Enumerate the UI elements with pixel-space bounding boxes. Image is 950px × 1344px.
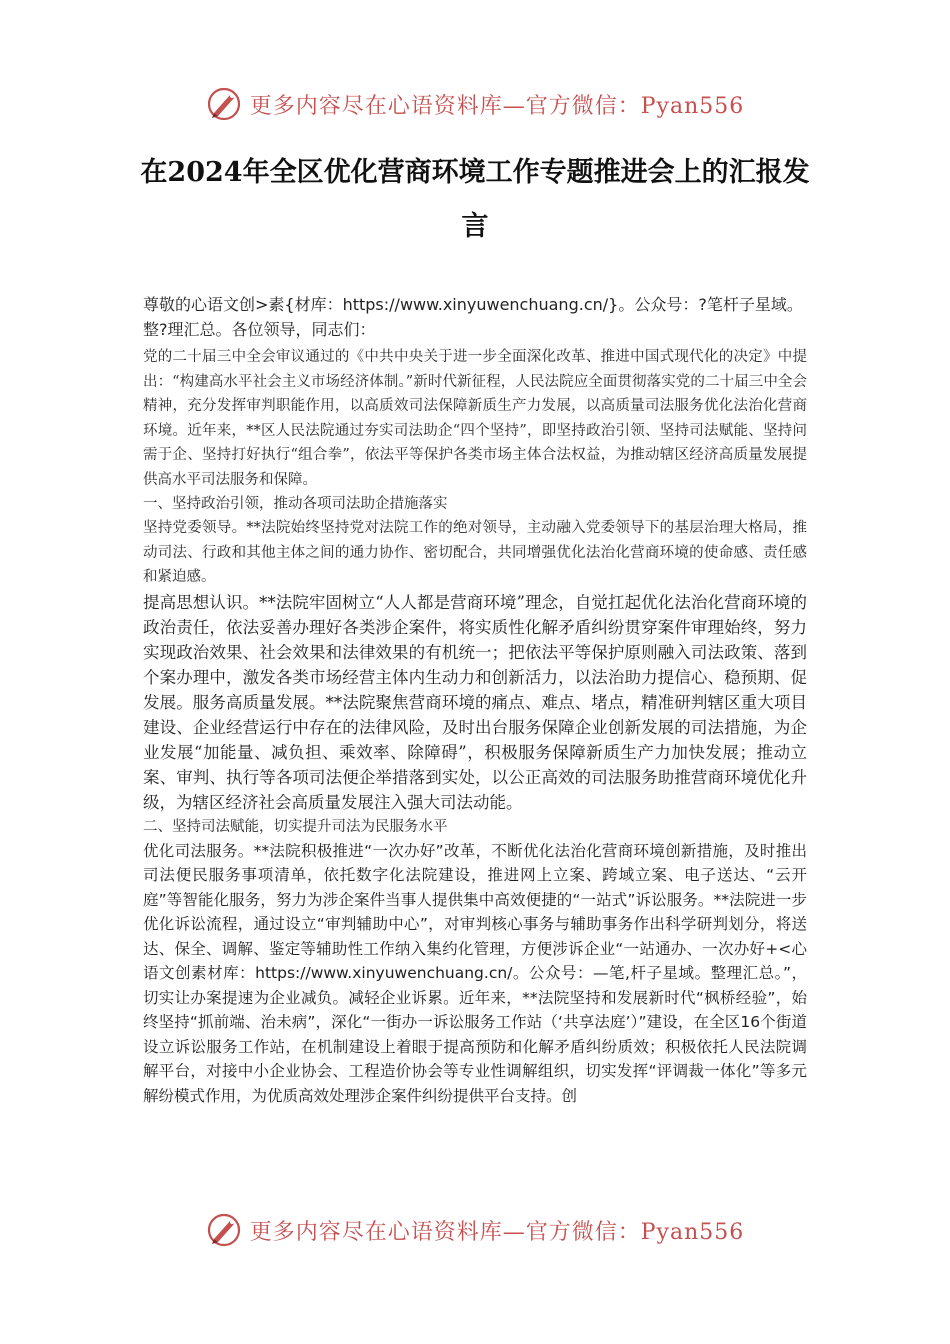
section1-paragraph-2: 提高思想认识。**法院牢固树立“人人都是营商环境”理念，自觉扛起优化法治化营商环境的政治责任，依法妥善办理好各类涉企案件，将实质性化解矛盾纠纷贯穿案件审理始终，努力实现政治效果、社会效果和法律效果的有机统一；把依法平等保护原则融入司法政策、落到个案办理中，激发各类市场经营主体内生动力和创新活力，以法治助力提信心、稳预期、促发展。服务高质量发展。**法院聚焦营商环境的痛点、难点、堵点，精准研判辖区重大项目建设、企业经营运行中存在的法律风险，及时出台服务保障企业创新发展的司法措施，为企业发展“加能量、减负担、乘效率、除障碍”，积极服务保障新质生产力加快发展；推动立案、审判、执行等各项司法便企举措落到实处，以公正高效的司法服务助推营商环境优化升级，为辖区经济社会高质量发展注入强大司法动能。 xyxy=(143,592,807,812)
header-banner xyxy=(0,82,950,126)
section1-paragraph-1: 坚持党委领导。**法院始终坚持党对法院工作的绝对领导，主动融入党委领导下的基层治理大格局，推动司法、行政和其他主体之间的通力协作、密切配合，共同增强优化法治化营商环境的使命感、责任感和紧迫感。 xyxy=(143,520,807,585)
intro-paragraph: 党的二十届三中全会审议通过的《中共中央关于进一步全面深化改革、推进中国式现代化的决定》中提出：“构建高水平社会主义市场经济体制。”新时代新征程，人民法院应全面贯彻落实党的二十届三中全会精神，充分发挥审判职能作用，以高质效司法保障新质生产力发展，以高质量司法服务优化法治化营商环境。近年来，**区人民法院通过夯实司法助企“四个坚持”，即坚持政治引领、坚持司法赋能、坚持问需于企、坚持打好执行“组合拳”，依法平等保护各类市场主体合法权益，为推动辖区经济高质量发展提供高水平司法服务和保障。 xyxy=(143,349,807,488)
footer-banner xyxy=(0,1208,950,1252)
document-body xyxy=(143,292,807,1108)
document-title: 在2024年全区优化营商环境工作专题推进会上的汇报发言 xyxy=(140,157,810,242)
footer-banner-text: 更多内容尽在心语资料库—官方微信：Pyan556 xyxy=(249,1219,745,1245)
section2-paragraph-1: 优化司法服务。**法院积极推进“一次办好”改革，不断优化法治化营商环境创新措施，及时推出司法便民服务事项清单，依托数字化法院建设，推进网上立案、跨域立案、电子送达、“云开庭”等智能化服务，努力为涉企案件当事人提供集中高效便捷的“一站式”诉讼服务。**法院进一步优化诉讼流程，通过设立“审判辅助中心”，对审判核心事务与辅助事务作出科学研判划分，将送达、保全、调解、鉴定等辅助性工作纳入集约化管理，方便涉诉企业“一站通办、一次办好+<心语文创素材库：https://www.xinyuwenchuang.cn/。公众号：—笔,杆子星域。整理汇总。”，切实让办案提速为企业减负。减轻企业诉累。近年来，**法院坚持和发展新时代“枫桥经验”，始终坚持“抓前端、治未病”，深化“一街办一诉讼服务工作站（‘共享法庭’）”建设，在全区16个街道设立诉讼服务工作站，在机制建设上着眼于提高预防和化解矛盾纠纷质效；积极依托人民法院调解平台，对接中小企业协会、工程造价协会等专业性调解组织，切实发挥“评调裁一体化”等多元解纷模式作用，为优质高效处理涉企案件纠纷提供平台支持。创 xyxy=(143,841,807,1105)
pen-logo-icon xyxy=(206,1212,242,1248)
greeting-paragraph: 尊敬的心语文创>素{材库：https://www.xinyuwenchuang.cn/}。公众号：?笔杆子星域。整?理汇总。各位领导，同志们： xyxy=(143,295,803,339)
header-banner-text: 更多内容尽在心语资料库—官方微信：Pyan556 xyxy=(249,93,745,119)
pen-logo-icon xyxy=(206,86,242,122)
section2-heading: 二、坚持司法赋能，切实提升司法为民服务水平 xyxy=(143,818,448,835)
section1-heading: 一、坚持政治引领，推动各项司法助企措施落实 xyxy=(143,496,448,512)
